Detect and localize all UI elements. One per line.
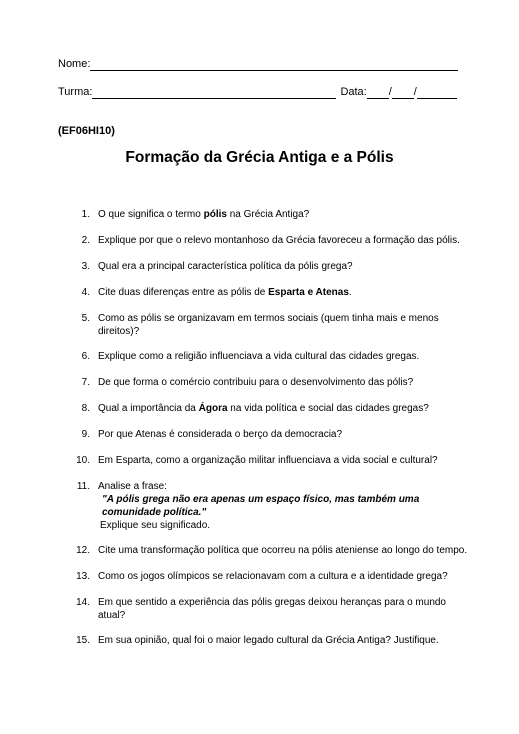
question-number: 4. [81, 287, 90, 298]
question-intro: Analise a frase: [98, 481, 167, 492]
worksheet-title: Formação da Grécia Antiga e a Pólis [125, 149, 394, 166]
question-number: 7. [81, 377, 90, 388]
question-text: Em sua opinião, qual foi o maior legado cultural da Grécia Antiga? Justifique. [98, 635, 439, 646]
question-number: 6. [81, 351, 90, 362]
question-number: 15. [76, 635, 90, 646]
question-item [68, 208, 468, 221]
question-number: 3. [81, 261, 90, 272]
question-text: Como as pólis se organizavam em termos sociais (quem tinha mais e menos direitos)? [98, 313, 439, 337]
question-text [90, 480, 468, 532]
question-item [68, 454, 468, 467]
class-date-row [58, 86, 457, 99]
question-item [68, 312, 468, 338]
question-number: 11. [76, 481, 90, 492]
question-text: Cite uma transformação política que ocorreu na pólis ateniense ao longo do tempo. [98, 545, 468, 556]
question-instruction: Explique seu significado. [100, 520, 211, 531]
question-item [68, 402, 468, 415]
date-month-blank[interactable] [392, 87, 414, 99]
question-number: 8. [81, 403, 90, 414]
question-text: Cite duas diferenças entre as pólis de Esparta e Atenas. [98, 287, 352, 298]
question-number: 13. [76, 571, 90, 582]
date-year-blank[interactable] [417, 87, 457, 99]
class-blank-line[interactable] [92, 87, 336, 99]
date-day-blank[interactable] [367, 87, 389, 99]
question-item [68, 428, 468, 441]
date-label: Data: [340, 86, 367, 98]
bold-term: Ágora [198, 403, 228, 414]
question-item [68, 570, 468, 583]
question-text: Qual a importância da Ágora na vida política e social das cidades gregas? [98, 403, 429, 414]
question-number: 2. [81, 235, 90, 246]
question-number: 1. [81, 209, 90, 220]
class-label: Turma: [58, 86, 93, 98]
question-number: 10. [76, 455, 90, 466]
question-item [68, 480, 468, 532]
question-number: 5. [81, 313, 90, 324]
question-item [68, 544, 468, 557]
bold-term: Esparta e Atenas [268, 287, 349, 298]
question-number: 9. [81, 429, 90, 440]
question-item [68, 376, 468, 389]
curriculum-code: (EF06HI10) [58, 125, 115, 137]
date-separator: / [388, 86, 392, 98]
question-text: Qual era a principal característica política da pólis grega? [98, 261, 353, 272]
name-blank-line[interactable] [90, 59, 458, 71]
date-separator: / [413, 86, 417, 98]
question-item [68, 234, 468, 247]
name-label: Nome: [58, 58, 91, 70]
question-text: De que forma o comércio contribuiu para o desenvolvimento das pólis? [98, 377, 414, 388]
question-text: Explique por que o relevo montanhoso da Grécia favoreceu a formação das pólis. [98, 235, 460, 246]
question-item [68, 634, 468, 647]
bold-term: pólis [203, 209, 227, 220]
name-field-row [58, 58, 458, 71]
question-item [68, 260, 468, 273]
question-text: Em Esparta, como a organização militar influenciava a vida social e cultural? [98, 455, 438, 466]
question-item [68, 596, 468, 622]
question-text: Como os jogos olímpicos se relacionavam com a cultura e a identidade grega? [98, 571, 448, 582]
quoted-sentence: "A pólis grega não era apenas um espaço físico, mas também uma comunidade política." [102, 494, 420, 518]
question-number: 12. [76, 545, 90, 556]
question-item [68, 350, 468, 363]
question-text: Por que Atenas é considerada o berço da democracia? [98, 429, 343, 440]
question-text: O que significa o termo pólis na Grécia Antiga? [98, 209, 310, 220]
question-text: Em que sentido a experiência das pólis gregas deixou heranças para o mundo atual? [98, 597, 446, 621]
question-text: Explique como a religião influenciava a vida cultural das cidades gregas. [98, 351, 420, 362]
question-number: 14. [76, 597, 90, 608]
question-item [68, 286, 468, 299]
